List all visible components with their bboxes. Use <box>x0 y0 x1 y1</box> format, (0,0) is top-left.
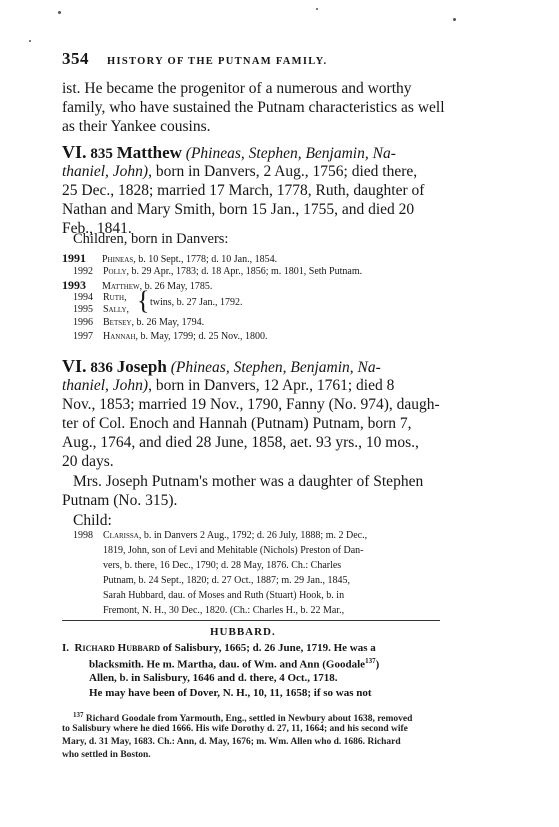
running-title: HISTORY OF THE PUTNAM FAMILY. <box>107 56 328 67</box>
children-heading: Children, born in Danvers: <box>73 231 229 247</box>
person-name: Richard Hubbard <box>74 642 161 654</box>
child-name: Phineas <box>102 254 134 265</box>
child-entry <box>73 266 362 277</box>
child-number: 1992 <box>73 266 93 277</box>
entry-text: , born in Danvers, 12 Apr., 1761; died 8 <box>148 377 395 394</box>
child-text: , <box>124 292 127 303</box>
entry-parents-cont: thaniel, John) <box>62 377 149 394</box>
entry-name: Matthew <box>116 143 182 162</box>
footnote-line <box>73 711 412 724</box>
child-entry <box>73 530 367 541</box>
hubbard-line <box>62 642 376 654</box>
hubbard-line: He may have been of Dover, N. H., 10, 11, 1658; if so was not <box>89 687 372 699</box>
entry-parents-cont: thaniel, John) <box>62 163 149 180</box>
entry-name: Joseph <box>116 357 167 376</box>
scan-speck <box>316 8 318 10</box>
entry-line: 25 Dec., 1828; married 17 March, 1778, Ruth, daughter of <box>62 182 425 199</box>
child-number: 1996 <box>73 317 93 328</box>
child-text: Sarah Hubbard, dau. of Moses and Ruth (Stuart) Hook, b. in <box>103 590 345 601</box>
intro-line: family, who have sustained the Putnam characteristics as well <box>62 99 445 116</box>
child-text: , <box>126 304 130 315</box>
generation-marker: VI. <box>62 142 87 162</box>
mother-note: Putnam (No. 315). <box>62 492 178 509</box>
child-entry <box>73 317 204 328</box>
child-text: , b. 26 May, 1794. <box>131 317 205 328</box>
hubbard-text: blacksmith. He m. Martha, dau. of Wm. and Ann (Goodale <box>89 658 366 671</box>
entry-line: Nathan and Mary Smith, born 15 Jan., 1755, and died 20 <box>62 201 415 218</box>
child-entry <box>73 304 129 315</box>
footnote-line: to Salisbury where he died 1666. His wife Dorothy d. 27, 11, 1664; and his second wife <box>62 724 408 734</box>
entry-835-heading <box>62 142 442 163</box>
child-name: Betsey <box>103 317 132 328</box>
intro-line: as their Yankee cousins. <box>62 118 211 135</box>
scan-speck <box>58 11 61 14</box>
entry-parents: (Phineas, Stephen, Benjamin, Na- <box>185 145 396 162</box>
footnote-text: Richard Goodale from Yarmouth, Eng., settled in Newbury about 1638, removed <box>83 714 413 725</box>
child-text: , b. in Danvers 2 Aug., 1792; d. 26 July, 1888; m. 2 Dec., <box>138 530 368 541</box>
child-entry <box>62 251 277 266</box>
entry-number: 835 <box>90 146 113 162</box>
hubbard-line: Allen, b. in Salisbury, 1646 and d. there, 4 Oct., 1718. <box>89 672 338 684</box>
entry-line <box>62 377 442 395</box>
footnote-line: Mary, d. 31 May, 1683. Ch.: Ann, d. May, 1676; m. Wm. Allen who d. 1686. Richard <box>62 737 401 747</box>
footnote-line: who settled in Boston. <box>62 750 151 760</box>
child-name: Sally <box>103 304 127 315</box>
mother-note: Mrs. Joseph Putnam's mother was a daughter of Stephen <box>73 473 424 490</box>
child-entry <box>73 292 127 303</box>
entry-number: 836 <box>90 360 113 376</box>
generation-marker: I. <box>62 642 70 654</box>
entry-line: 20 days. <box>62 453 114 470</box>
entry-line: Aug., 1764, and died 28 June, 1858, aet. 93 yrs., 10 mos., <box>62 434 419 451</box>
section-title: HUBBARD. <box>210 626 276 638</box>
child-text: , b. May, 1799; d. 25 Nov., 1800. <box>135 331 268 342</box>
child-name: Ruth <box>103 292 125 303</box>
hubbard-line <box>89 657 379 671</box>
footnote-ref: 137 <box>365 657 376 665</box>
entry-line <box>62 163 442 181</box>
child-number: 1997 <box>73 331 93 342</box>
entry-parents: (Phineas, Stephen, Benjamin, Na- <box>170 359 381 376</box>
child-text: 1819, John, son of Levi and Mehitable (Nichols) Preston of Dan- <box>103 545 364 556</box>
child-heading: Child: <box>73 512 112 529</box>
child-name: Polly <box>103 266 127 277</box>
child-text: Putnam, b. 24 Sept., 1820; d. 27 Oct., 1887; m. 29 Jan., 1845, <box>103 575 350 586</box>
child-name: Clarissa <box>103 530 139 541</box>
twins-brace-icon: { <box>137 286 150 315</box>
entry-836-heading <box>62 356 442 377</box>
running-header <box>62 49 362 69</box>
child-text: , b. 10 Sept., 1778; d. 10 Jan., 1854. <box>133 254 278 265</box>
child-number: 1995 <box>73 304 93 315</box>
child-name: Matthew <box>102 281 140 292</box>
twins-note: twins, b. 27 Jan., 1792. <box>150 297 243 308</box>
child-entry <box>73 331 268 342</box>
scan-speck <box>29 40 31 42</box>
section-divider <box>62 620 440 621</box>
entry-line: Feb., 1841. <box>62 220 132 237</box>
hubbard-text: of Salisbury, 1665; d. 26 June, 1719. He was a <box>160 642 376 654</box>
child-text: , b. 26 May, 1785. <box>139 281 213 292</box>
child-text: , b. 29 Apr., 1783; d. 18 Apr., 1856; m. 1801, Seth Putnam. <box>126 266 363 277</box>
entry-text: , born in Danvers, 2 Aug., 1756; died there, <box>148 163 418 180</box>
page-number: 354 <box>62 49 89 68</box>
intro-line: ist. He became the progenitor of a numerous and worthy <box>62 80 412 97</box>
entry-line: ter of Col. Enoch and Hannah (Putnam) Putnam, born 7, <box>62 415 412 432</box>
footnote-mark: 137 <box>73 711 84 719</box>
hubbard-text: ) <box>375 658 380 671</box>
scan-speck <box>453 18 456 21</box>
child-number: 1991 <box>62 251 86 265</box>
generation-marker: VI. <box>62 356 87 376</box>
child-text: Fremont, N. H., 30 Dec., 1820. (Ch.: Charles H., b. 22 Mar., <box>103 605 345 616</box>
entry-line: Nov., 1853; married 19 Nov., 1790, Fanny (No. 974), daugh- <box>62 396 440 413</box>
child-text: vers, b. there, 16 Dec., 1790; d. 28 May, 1876. Ch.: Charles <box>103 560 342 571</box>
child-number: 1998 <box>73 530 93 541</box>
child-name: Hannah <box>103 331 136 342</box>
child-number: 1994 <box>73 292 93 303</box>
child-number: 1993 <box>62 278 86 292</box>
